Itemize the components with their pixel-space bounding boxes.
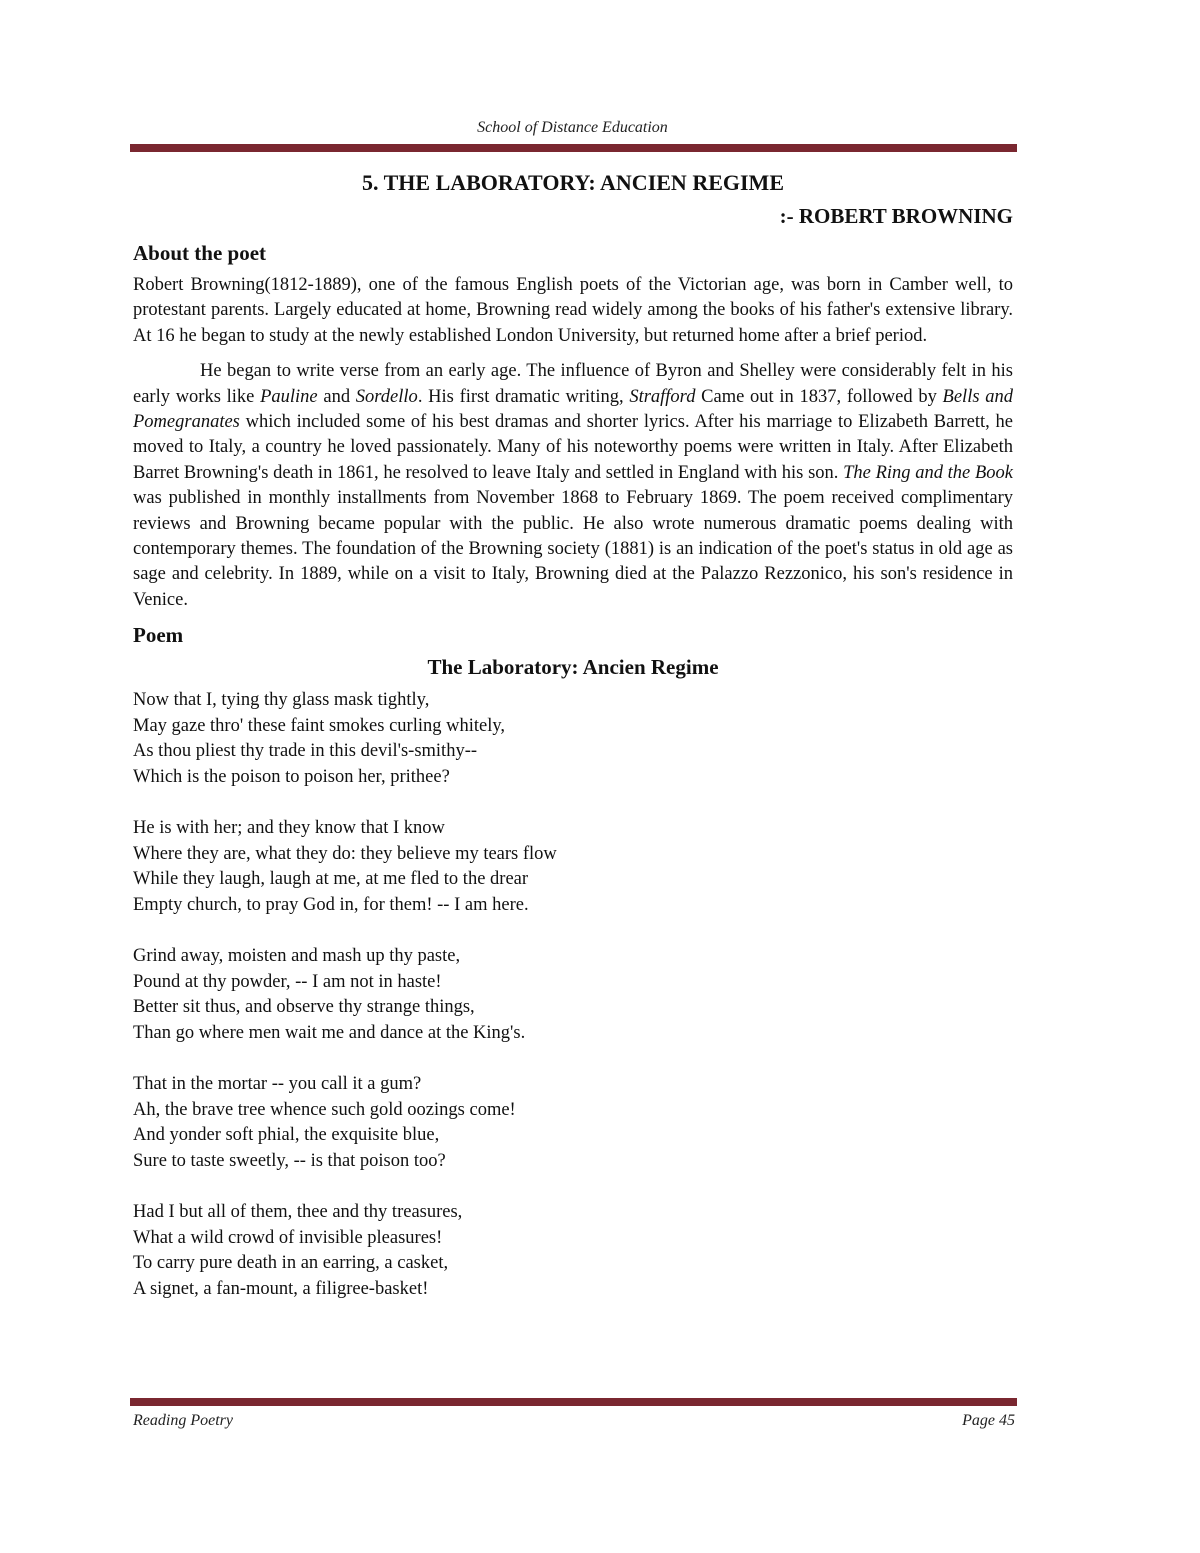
work-title: Pauline [260, 386, 318, 407]
work-title: Sordello [355, 386, 418, 407]
poem-line: Sure to taste sweetly, -- is that poison too? [133, 1150, 446, 1171]
poem-line: May gaze thro' these faint smokes curling whitely, [133, 715, 506, 736]
poem-line: Ah, the brave tree whence such gold oozings come! [133, 1099, 516, 1120]
p2-text: which included some of his best dramas and shorter lyrics. After his marriage to Elizabeth Barrett, he moved to Italy, a country he loved passionately. Many of his noteworthy poems were written in Italy. After Elizabeth Barret Browning's death in 1861, he resolved to leave Italy and settled in England with his son. [133, 412, 1013, 483]
poem-line: Better sit thus, and observe thy strange things, [133, 997, 475, 1018]
p2-text: He began to write verse from an early age. The influence of Byron and Shelley were considerably felt in his early works like [133, 361, 1013, 407]
poem-line: Where they are, what they do: they believe my tears flow [133, 843, 557, 864]
about-paragraph-1: Robert Browning(1812-1889), one of the famous English poets of the Victorian age, was born in Camber well, to protestant parents. Largely educated at home, Browning read widely among the books of his father's extensive library. At 16 he began to study at the newly established London University, but returned home after a brief period. [133, 275, 1013, 346]
poem-line: To carry pure death in an earring, a casket, [133, 1253, 449, 1274]
about-heading: About the poet [133, 241, 267, 265]
poem-stanza [133, 816, 1013, 918]
chapter-author: :- ROBERT BROWNING [779, 204, 1013, 228]
poem-line: Grind away, moisten and mash up thy paste, [133, 946, 461, 967]
poem-title: The Laboratory: Ancien Regime [427, 655, 719, 680]
poem-line: A signet, a fan-mount, a filigree-basket! [133, 1278, 429, 1299]
header-rule [130, 144, 1017, 152]
header-institution: School of Distance Education [477, 119, 668, 136]
poem-stanza [133, 944, 1013, 1046]
poem-line: And yonder soft phial, the exquisite blue, [133, 1125, 440, 1146]
chapter-title: 5. THE LABORATORY: ANCIEN REGIME [362, 170, 784, 195]
p2-text: . His first dramatic writing, [417, 386, 630, 407]
poem-line: Pound at thy powder, -- I am not in haste! [133, 971, 442, 992]
poem-stanza [133, 1200, 1013, 1302]
footer-page-number: Page 45 [962, 1412, 1015, 1429]
p2-text: was published in monthly installments from November 1868 to February 1869. The poem received complimentary reviews and Browning became popular with the public. He also wrote numerous dramatic poems dealing with contemporary themes. The foundation of the Browning society (1881) is an indication of the poet's status in old age as sage and celebrity. In 1889, while on a visit to Italy, Browning died at the Palazzo Rezzonico, his son's residence in Venice. [133, 488, 1013, 610]
footer-rule [130, 1398, 1017, 1406]
poem-line: While they laugh, laugh at me, at me fled to the drear [133, 869, 529, 890]
poem-line: What a wild crowd of invisible pleasures! [133, 1227, 443, 1248]
poem-line: Than go where men wait me and dance at the King's. [133, 1023, 526, 1043]
poem-line: Had I but all of them, thee and thy treasures, [133, 1202, 463, 1223]
work-title: Bells and Pomegranates [133, 386, 1014, 433]
work-title: The Ring and the Book [843, 462, 1013, 483]
poem-line: That in the mortar -- you call it a gum? [133, 1074, 422, 1095]
footer-course: Reading Poetry [133, 1412, 233, 1429]
page-content [133, 170, 1013, 1303]
poem-line: Which is the poison to poison her, prithee? [133, 767, 450, 788]
poem-stanza [133, 688, 1013, 790]
p2-text: Came out in 1837, followed by [695, 386, 943, 407]
about-paragraph-2 [133, 359, 1013, 613]
work-title: Strafford [629, 386, 696, 407]
poem-heading: Poem [133, 623, 184, 648]
poem-line: Now that I, tying thy glass mask tightly, [133, 690, 430, 711]
poem-line: He is with her; and they know that I know [133, 818, 445, 839]
p2-text: and [317, 386, 356, 407]
poem-line: As thou pliest thy trade in this devil's-smithy-- [133, 741, 478, 762]
poem-line: Empty church, to pray God in, for them! -- I am here. [133, 895, 529, 916]
poem-stanza [133, 1072, 1013, 1174]
